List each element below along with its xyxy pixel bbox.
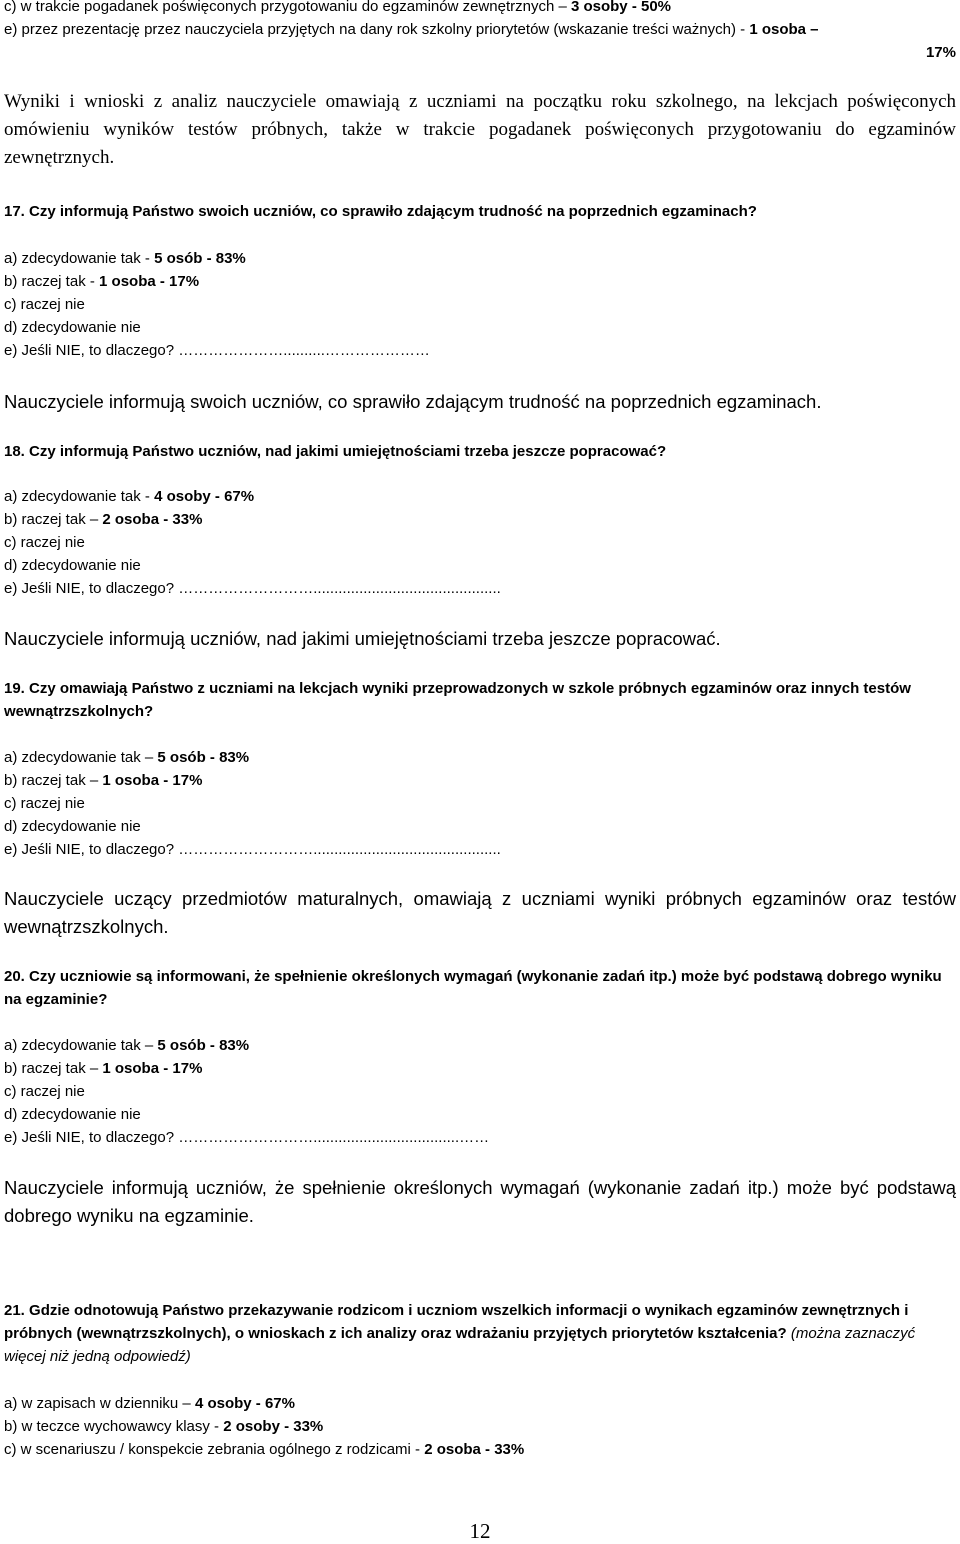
answer-line: c) raczej nie — [4, 1083, 85, 1100]
answer-line: b) raczej tak – 1 osoba - 17% — [4, 772, 203, 789]
answer-line: a) zdecydowanie tak - 4 osoby - 67% — [4, 488, 255, 505]
page-number: 12 — [469, 1519, 491, 1543]
answer-line: a) zdecydowanie tak – 5 osób - 83% — [4, 1037, 250, 1054]
answer-line: e) Jeśli NIE, to dlaczego? ………………………............................................. — [4, 580, 501, 597]
answer-line: c) w trakcie pogadanek poświęconych przygotowaniu do egzaminów zewnętrznych – 3 osoby - 50% — [4, 0, 672, 15]
question-19: 19. Czy omawiają Państwo z uczniami na lekcjach wyniki przeprowadzonych w szkole próbnych egzaminów oraz innych testów wewnątrzszkolnych? — [4, 680, 911, 720]
conclusion-paragraph: Wyniki i wnioski z analiz nauczyciele omawiają z uczniami na początku roku szkolnego, na lekcjach poświęconych omówieniu wyników testów próbnych, także w trakcie pogadanek poświęconych przygotowaniu do egzaminów zewnętrznych. — [4, 91, 956, 168]
question-18: 18. Czy informują Państwo uczniów, nad jakimi umiejętnościami trzeba jeszcze popracować? — [4, 443, 667, 460]
question-20: 20. Czy uczniowie są informowani, że spełnienie określonych wymagań (wykonanie zadań itp.) może być podstawą dobrego wyniku na egzaminie? — [4, 968, 942, 1008]
answer-line: d) zdecydowanie nie — [4, 319, 141, 336]
answer-line: c) raczej nie — [4, 795, 85, 812]
answer-line: b) raczej tak - 1 osoba - 17% — [4, 273, 200, 290]
answer-percent: 17% — [925, 44, 956, 61]
answer-line: b) raczej tak – 2 osoba - 33% — [4, 511, 203, 528]
answer-count: 3 osoby - 50% — [570, 0, 672, 15]
answer-line: c) raczej nie — [4, 534, 85, 551]
answer-list — [4, 746, 956, 861]
conclusion-paragraph: Nauczyciele informują uczniów, że spełnienie określonych wymagań (wykonanie zadań itp.) może być podstawą dobrego wyniku na egzaminie. — [4, 1177, 956, 1226]
answer-list — [4, 485, 956, 600]
answer-line: c) w scenariuszu / konspekcie zebrania ogólnego z rodzicami - 2 osoba - 33% — [4, 1441, 525, 1458]
answer-line: d) zdecydowanie nie — [4, 557, 141, 574]
answer-line: b) raczej tak – 1 osoba - 17% — [4, 1060, 203, 1077]
question-note: (można zaznaczyć więcej niż jedną odpowiedź) — [4, 1325, 916, 1365]
answer-list — [4, 1034, 956, 1149]
answer-line: e) Jeśli NIE, to dlaczego? …………………..........………………… — [4, 342, 430, 359]
answer-list — [4, 247, 956, 362]
question-17: 17. Czy informują Państwo swoich uczniów, co sprawiło zdającym trudność na poprzednich egzaminach? — [4, 203, 757, 220]
answer-line: a) zdecydowanie tak - 5 osób - 83% — [4, 250, 246, 267]
answer-line: a) zdecydowanie tak – 5 osób - 83% — [4, 749, 250, 766]
conclusion-paragraph: Nauczyciele uczący przedmiotów maturalnych, omawiają z uczniami wyniki próbnych egzaminów oraz testów wewnątrzszkolnych. — [4, 888, 956, 937]
answer-line: b) w teczce wychowawcy klasy - 2 osoby - 33% — [4, 1418, 324, 1435]
answer-line: e) przez prezentację przez nauczyciela przyjętych na dany rok szkolny priorytetów (wskazanie treści ważnych) - 1 osoba – — [4, 21, 819, 38]
answer-line: d) zdecydowanie nie — [4, 1106, 141, 1123]
answer-line: c) raczej nie — [4, 296, 85, 313]
answer-line: e) Jeśli NIE, to dlaczego? ………………………............................................. — [4, 841, 501, 858]
answer-line: e) Jeśli NIE, to dlaczego? ………………………...................................…… — [4, 1129, 490, 1146]
answer-count: 1 osoba – — [749, 21, 819, 38]
question-21: 21. Gdzie odnotowują Państwo przekazywanie rodzicom i uczniom wszelkich informacji o wynikach egzaminów zewnętrznych i próbnych (wewnątrzszkolnych), o wnioskach z ich analizy oraz wdrażaniu przyjętych priorytetów kształcenia? (można zaznaczyć więcej niż jedną odpowiedź) — [4, 1302, 916, 1365]
answer-line: a) w zapisach w dzienniku – 4 osoby - 67% — [4, 1395, 295, 1412]
conclusion-paragraph: Nauczyciele informują uczniów, nad jakimi umiejętnościami trzeba jeszcze popracować. — [4, 628, 721, 649]
answer-line: d) zdecydowanie nie — [4, 818, 141, 835]
answer-list — [4, 1392, 956, 1461]
conclusion-paragraph: Nauczyciele informują swoich uczniów, co sprawiło zdającym trudność na poprzednich egzaminach. — [4, 391, 822, 412]
